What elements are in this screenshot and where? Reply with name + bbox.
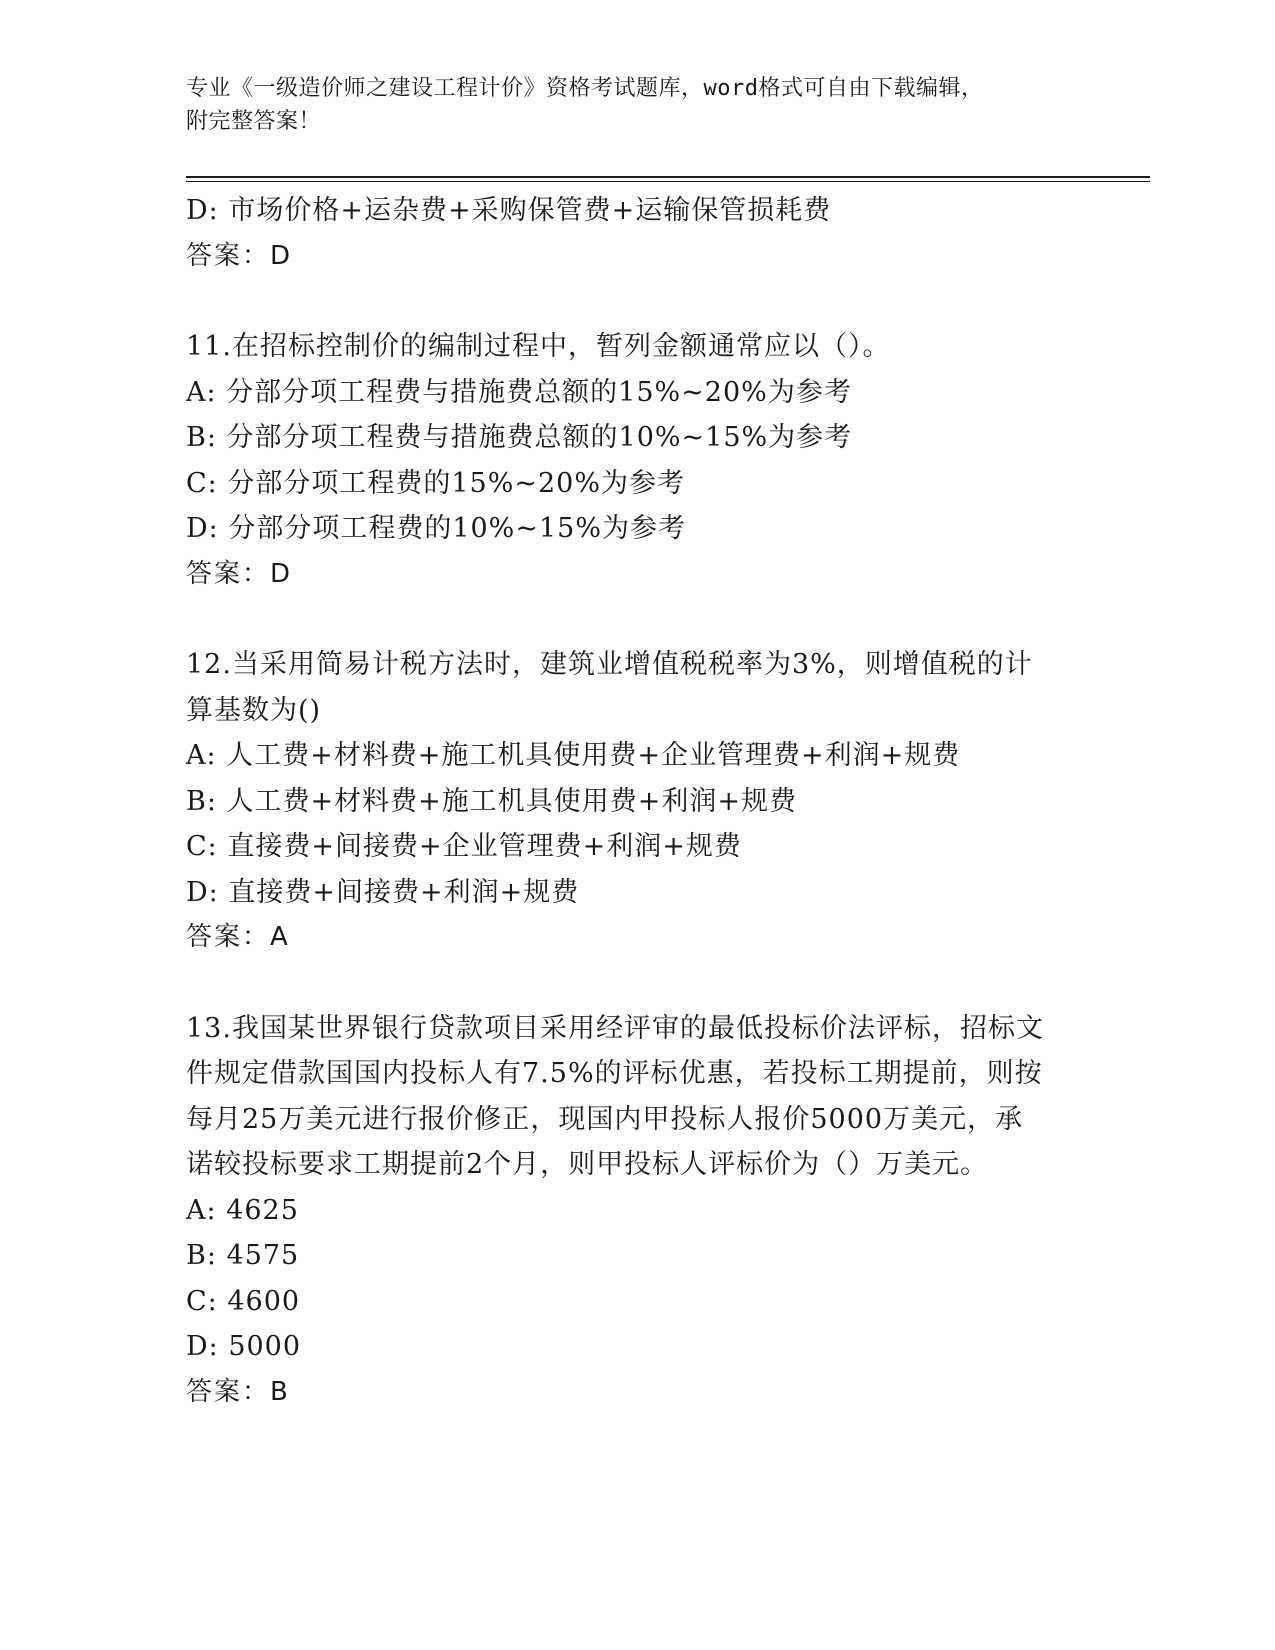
question-stem-line-3: 每月25万美元进行报价修正，现国内甲投标人报价5000万美元，承 xyxy=(186,1103,1024,1135)
question-stem-line-1: 13.我国某世界银行贷款项目采用经评审的最低投标价法评标，招标文 xyxy=(186,1012,1044,1044)
option-b: B: 人工费+材料费+施工机具使用费+利润+规费 xyxy=(186,785,798,817)
question-stem-line-1: 12.当采用简易计税方法时，建筑业增值税税率为3%，则增值税的计 xyxy=(186,649,1033,680)
question-11 xyxy=(186,324,1086,597)
spacer xyxy=(186,279,1086,324)
option-c: C: 直接费+间接费+企业管理费+利润+规费 xyxy=(186,831,742,862)
option-b: B: 4575 xyxy=(186,1240,300,1271)
document-header xyxy=(186,72,1066,138)
question-stem: 11.在招标控制价的编制过程中，暂列金额通常应以（）。 xyxy=(186,331,891,362)
question-13 xyxy=(186,1006,1086,1416)
previous-question-tail xyxy=(186,188,1086,279)
option-d: D: 直接费+间接费+利润+规费 xyxy=(186,876,580,908)
header-line-1: 专业《一级造价师之建设工程计价》资格考试题库，word格式可自由下载编辑， xyxy=(186,76,984,101)
option-c: C: 4600 xyxy=(186,1285,301,1317)
spacer xyxy=(186,597,1086,642)
answer-line: 答案：A xyxy=(186,922,290,952)
question-stem-line-2: 件规定借款国国内投标人有7.5%的评标优惠，若投标工期提前，则按 xyxy=(186,1058,1043,1089)
answer-line: 答案：D xyxy=(186,240,293,271)
question-stem-line-4: 诺较投标要求工期提前2个月，则甲投标人评标价为（）万美元。 xyxy=(186,1149,989,1180)
option-a: A: 人工费+材料费+施工机具使用费+企业管理费+利润+规费 xyxy=(186,740,961,771)
header-line-2: 附完整答案！ xyxy=(186,109,322,134)
question-list xyxy=(186,188,1086,1415)
answer-line: 答案：D xyxy=(186,558,293,589)
header-divider-thick xyxy=(186,176,1150,178)
question-stem-line-2: 算基数为() xyxy=(186,694,322,726)
option-d: D: 市场价格+运杂费+采购保管费+运输保管损耗费 xyxy=(186,195,832,226)
header-divider-thin xyxy=(186,181,1150,182)
question-12 xyxy=(186,642,1086,961)
option-b: B: 分部分项工程费与措施费总额的10%~15%为参考 xyxy=(186,422,853,453)
spacer xyxy=(186,961,1086,1006)
answer-line: 答案：B xyxy=(186,1376,290,1407)
option-a: A: 分部分项工程费与措施费总额的15%~20%为参考 xyxy=(186,376,852,408)
option-c: C: 分部分项工程费的15%~20%为参考 xyxy=(186,467,685,499)
option-d: D: 分部分项工程费的10%~15%为参考 xyxy=(186,513,686,544)
option-d: D: 5000 xyxy=(186,1331,302,1362)
option-a: A: 4625 xyxy=(186,1194,299,1226)
